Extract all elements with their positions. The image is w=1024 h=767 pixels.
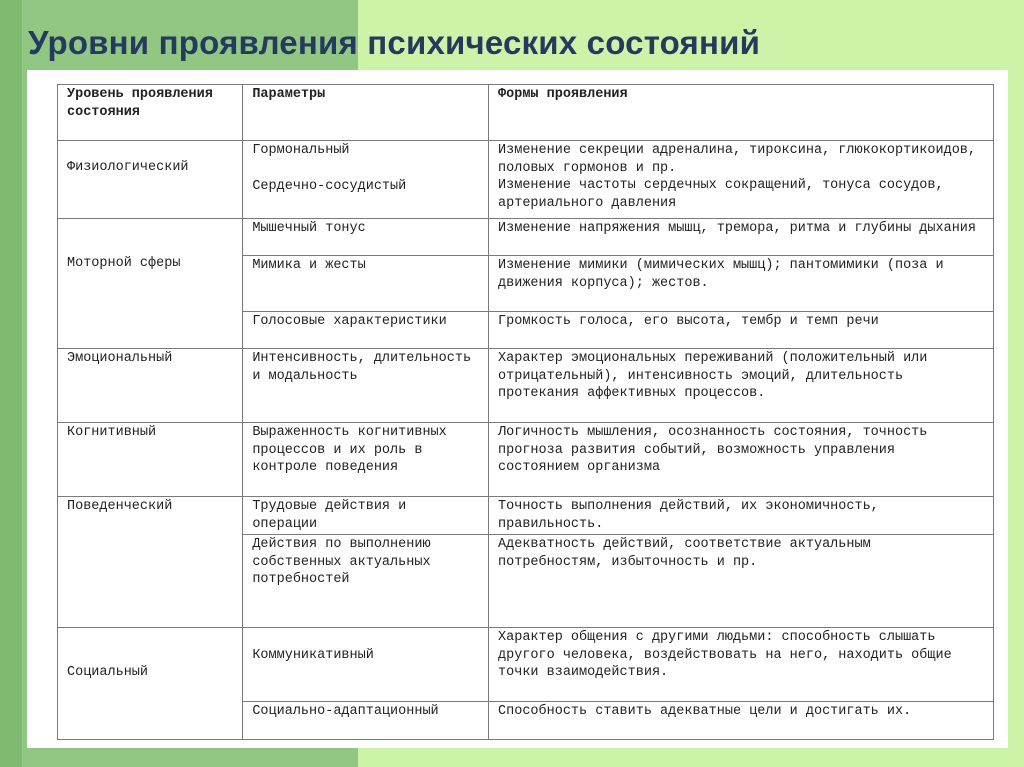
level-cell: Когнитивный <box>58 423 243 497</box>
form-cell: Способность ставить адекватные цели и достигать их. <box>489 702 994 740</box>
level-cell: Эмоциональный <box>58 349 243 423</box>
level-cell: Поведенческий <box>58 497 243 628</box>
form-cell: Адекватность действий, соответствие актуальным потребностям, избыточность и пр. <box>489 535 994 628</box>
table-row <box>58 497 994 535</box>
param-label: Сердечно-сосудистый <box>252 178 407 194</box>
param-cell: Мимика и жесты <box>243 256 489 312</box>
header-parameters: Параметры <box>243 85 489 141</box>
param-cell: Интенсивность, длительность и модальность <box>243 349 489 423</box>
header-forms: Формы проявления <box>489 85 994 141</box>
param-label: Коммуникативный <box>252 648 374 663</box>
level-cell <box>58 628 243 740</box>
header-level: Уровень проявления состояния <box>58 85 243 141</box>
form-cell: Изменение мимики (мимических мышц); пантомимики (поза и движения корпуса); жестов. <box>489 256 994 312</box>
param-cell: Социально-адаптационный <box>243 702 489 740</box>
form-cell: Точность выполнения действий, их экономичность, правильность. <box>489 497 994 535</box>
form-cell: Характер эмоциональных переживаний (положительный или отрицательный), интенсивность эмоций, длительность протекания аффективных процессов. <box>489 349 994 423</box>
slide-title: Уровни проявления психических состояний <box>28 24 761 61</box>
table-header-row <box>58 85 994 141</box>
level-label: Физиологический <box>67 160 189 175</box>
form-cell: Характер общения с другими людьми: способность слышать другого человека, воздействовать на него, находить общие точки взаимодействия. <box>489 628 994 702</box>
param-cell: Выраженность когнитивных процессов и их роль в контроле поведения <box>243 423 489 497</box>
table-row <box>58 219 994 256</box>
form-cell: Громкость голоса, его высота, тембр и темп речи <box>489 312 994 349</box>
level-label: Моторной сферы <box>67 256 181 271</box>
spacer <box>252 160 479 178</box>
states-table <box>57 84 994 740</box>
form-text: Изменение частоты сердечных сокращений, тонуса сосудов, артериального давления <box>498 178 944 211</box>
table-row <box>58 141 994 219</box>
table-row <box>58 423 994 497</box>
background-left-strip <box>0 0 22 767</box>
table-row <box>58 628 994 702</box>
form-cell: Изменение напряжения мышц, тремора, ритма и глубины дыхания <box>489 219 994 256</box>
param-cell: Действия по выполнению собственных актуальных потребностей <box>243 535 489 628</box>
param-label: Гормональный <box>252 143 350 158</box>
level-cell <box>58 219 243 349</box>
form-text: Изменение секреции адреналина, тироксина, глюкокортикоидов, половых гормонов и пр. <box>498 143 976 176</box>
param-cell: Мышечный тонус <box>243 219 489 256</box>
param-cell: Голосовые характеристики <box>243 312 489 349</box>
form-cell <box>489 141 994 219</box>
table-row <box>58 349 994 423</box>
param-cell <box>243 141 489 219</box>
form-cell: Логичность мышления, осознанность состояния, точность прогноза развития событий, возможность управления состоянием организма <box>489 423 994 497</box>
param-cell: Трудовые действия и операции <box>243 497 489 535</box>
level-cell <box>58 141 243 219</box>
level-label: Социальный <box>67 665 149 680</box>
param-cell <box>243 628 489 702</box>
